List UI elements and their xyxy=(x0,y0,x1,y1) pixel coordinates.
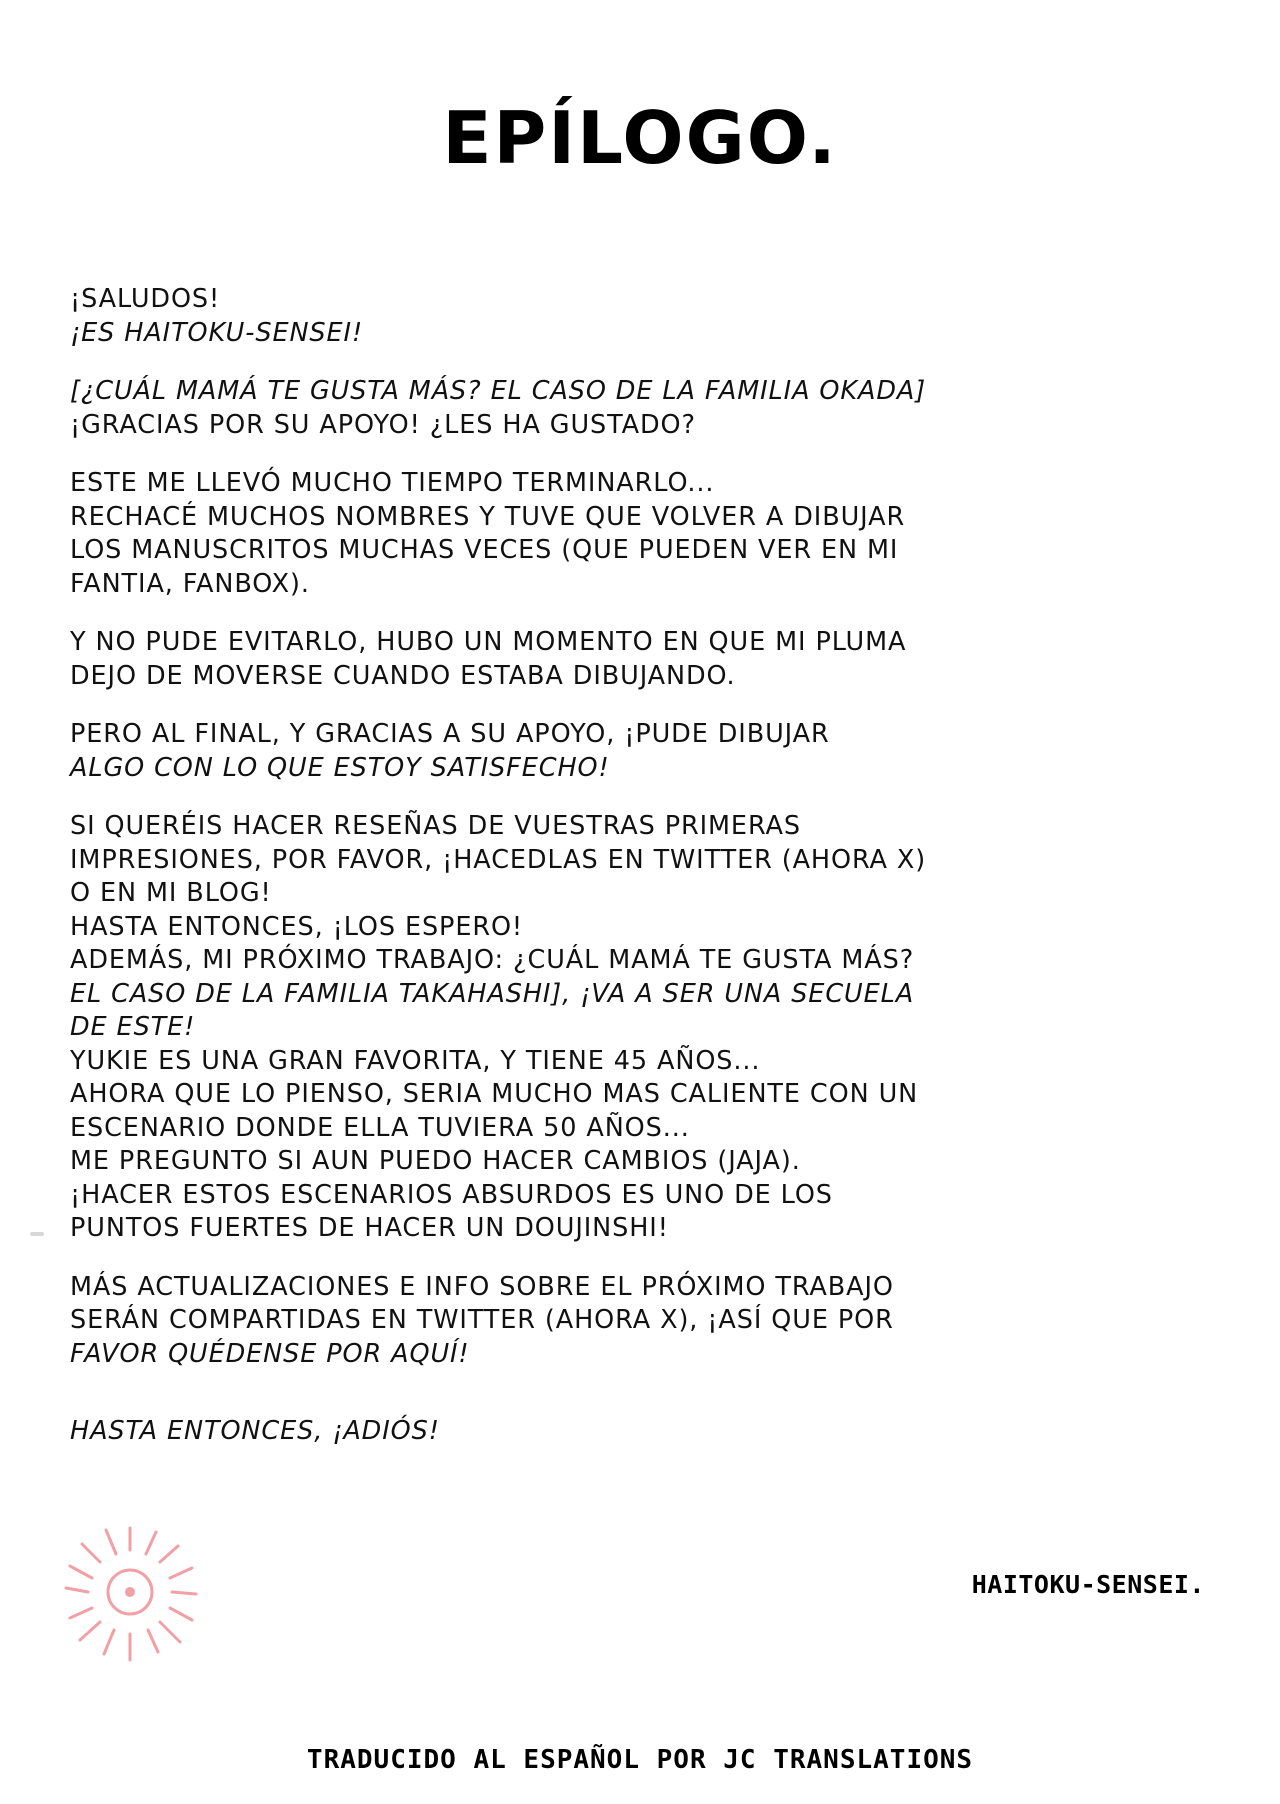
paragraph-production xyxy=(70,467,1200,601)
text-line: ADEMÁS, MI PRÓXIMO TRABAJO: ¿CUÁL MAMÁ TE GUSTA MÁS? xyxy=(70,945,915,975)
text-line: RECHACÉ MUCHOS NOMBRES Y TUVE QUE VOLVER A DIBUJAR xyxy=(70,501,906,532)
paragraph-reviews-and-next xyxy=(70,810,1200,1246)
text-line: ME PREGUNTO SI AUN PUEDO HACER CAMBIOS (JAJA). xyxy=(70,1146,801,1176)
page-title: EPÍLOGO. xyxy=(442,96,838,180)
text-line: ¡GRACIAS POR SU APOYO! ¿LES HA GUSTADO? xyxy=(70,409,696,440)
text-line: PUNTOS FUERTES DE HACER UN DOUJINSHI! xyxy=(70,1213,669,1243)
text-line: ¡HACER ESTOS ESCENARIOS ABSURDOS ES UNO DE LOS xyxy=(70,1179,833,1210)
text-line: FANTIA, FANBOX). xyxy=(70,568,310,599)
page-artifact-mark xyxy=(30,1232,44,1236)
text-line: ¡SALUDOS! xyxy=(70,284,221,314)
paragraph-updates xyxy=(70,1271,1200,1372)
text-line: SERÁN COMPARTIDAS EN TWITTER (AHORA X), ¡ASÍ QUE POR xyxy=(70,1305,894,1335)
paragraph-farewell xyxy=(70,1415,1200,1449)
text-line: HASTA ENTONCES, ¡ADIÓS! xyxy=(70,1416,440,1446)
text-line: O EN MI BLOG! xyxy=(70,878,272,908)
text-line: ESCENARIO DONDE ELLA TUVIERA 50 AÑOS... xyxy=(70,1112,690,1143)
text-line: SI QUERÉIS HACER RESEÑAS DE VUESTRAS PRIMERAS xyxy=(70,811,801,841)
text-line: IMPRESIONES, POR FAVOR, ¡HACEDLAS EN TWITTER (AHORA X) xyxy=(70,844,927,875)
text-line: ¡ES HAITOKU-SENSEI! xyxy=(70,317,364,348)
text-line: AHORA QUE LO PIENSO, SERIA MUCHO MAS CALIENTE CON UN xyxy=(70,1079,919,1109)
text-line: ALGO CON LO QUE ESTOY SATISFECHO! xyxy=(70,752,610,783)
text-line: ESTE ME LLEVÓ MUCHO TIEMPO TERMINARLO... xyxy=(70,468,715,498)
text-line: Y NO PUDE EVITARLO, HUBO UN MOMENTO EN QUE MI PLUMA xyxy=(70,627,907,657)
text-line: PERO AL FINAL, Y GRACIAS A SU APOYO, ¡PUDE DIBUJAR xyxy=(70,719,830,749)
epilogue-body xyxy=(70,283,1200,1449)
author-signature: HAITOKU-SENSEI. xyxy=(971,1570,1205,1599)
text-line: EL CASO DE LA FAMILIA TAKAHASHI], ¡VA A SER UNA SECUELA xyxy=(70,978,915,1009)
text-line: MÁS ACTUALIZACIONES E INFO SOBRE EL PRÓXIMO TRABAJO xyxy=(70,1271,894,1302)
paragraph-thanks xyxy=(70,375,1200,442)
text-line: FAVOR QUÉDENSE POR AQUÍ! xyxy=(70,1338,470,1369)
paragraph-greeting xyxy=(70,283,1200,350)
text-line: HASTA ENTONCES, ¡LOS ESPERO! xyxy=(70,911,524,942)
text-line: DEJO DE MOVERSE CUANDO ESTABA DIBUJANDO. xyxy=(70,660,736,691)
text-line: LOS MANUSCRITOS MUCHAS VECES (QUE PUEDEN VER EN MI xyxy=(70,535,899,565)
translation-credit: TRADUCIDO AL ESPAÑOL POR JC TRANSLATIONS xyxy=(306,1745,974,1775)
paragraph-pen-stopped xyxy=(70,626,1200,693)
text-line: YUKIE ES UNA GRAN FAVORITA, Y TIENE 45 AÑOS... xyxy=(70,1045,761,1076)
text-line: DE ESTE! xyxy=(70,1012,196,1042)
text-line: [¿CUÁL MAMÁ TE GUSTA MÁS? EL CASO DE LA FAMILIA OKADA] xyxy=(70,376,927,406)
paragraph-satisfied xyxy=(70,718,1200,785)
sun-burst-logo xyxy=(62,1520,202,1690)
